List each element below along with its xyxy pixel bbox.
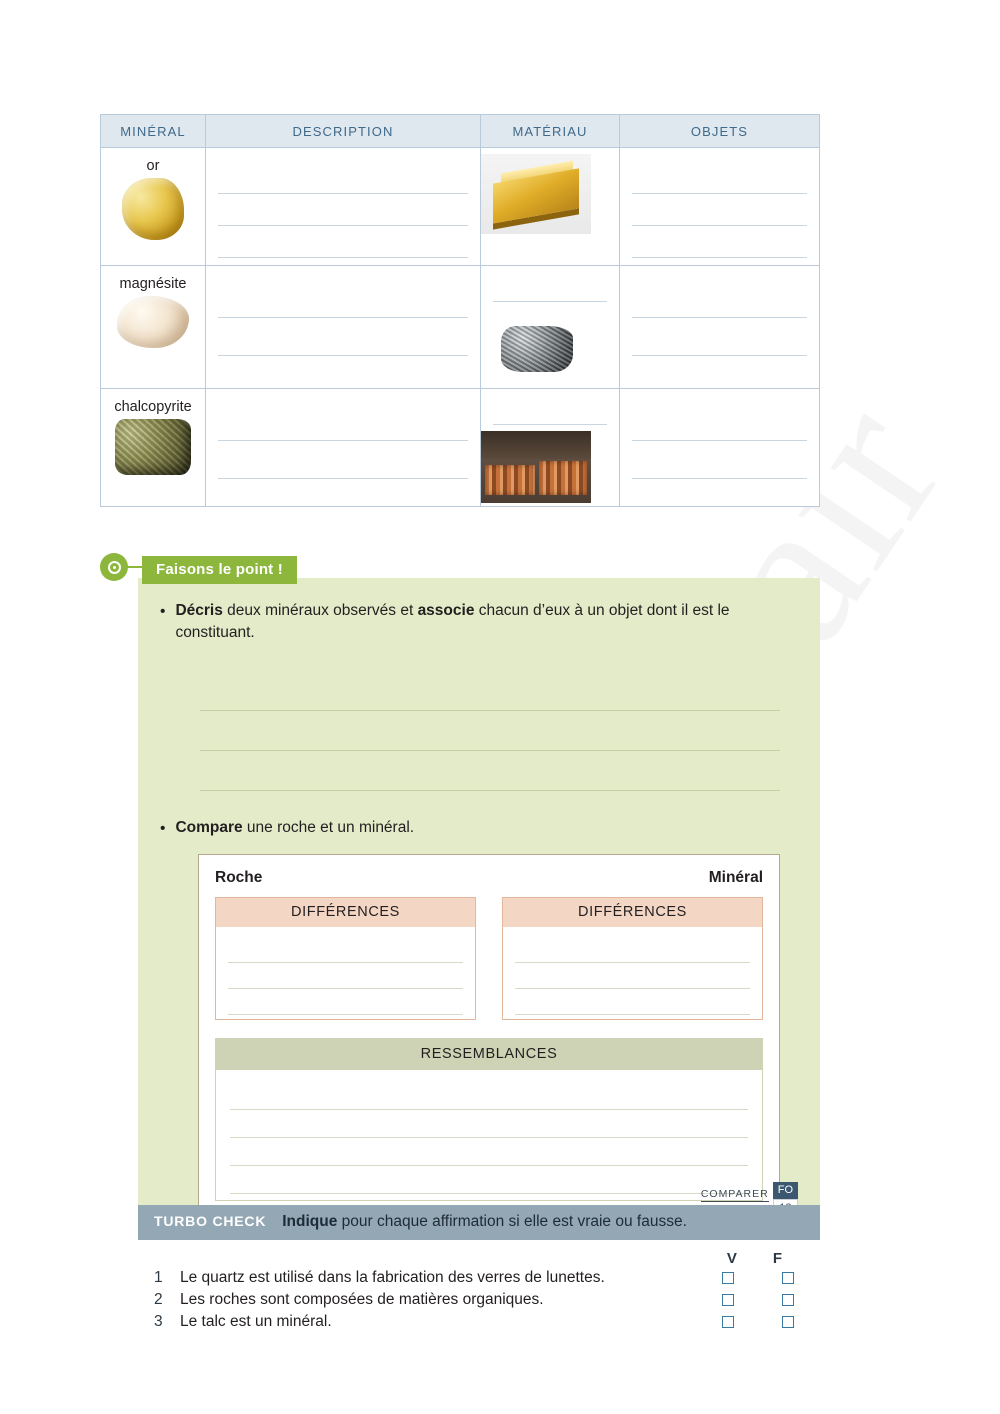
task-2 xyxy=(160,817,798,840)
column-header-objects: OBJETS xyxy=(620,115,820,148)
magnesium-ore-photo xyxy=(481,308,619,388)
checkbox-false[interactable] xyxy=(782,1316,794,1328)
column-header-false: F xyxy=(772,1250,782,1267)
column-header-description: DESCRIPTION xyxy=(206,115,481,148)
description-answer-cell[interactable] xyxy=(206,148,481,266)
task-2-text xyxy=(175,817,414,840)
ore-lump xyxy=(501,326,573,372)
task-2-verb: Compare xyxy=(175,818,243,836)
column-header-true: V xyxy=(726,1250,737,1267)
gold-ingot-photo xyxy=(481,154,619,234)
answer-line[interactable] xyxy=(200,751,780,791)
checkbox-true[interactable] xyxy=(722,1294,734,1306)
answer-line[interactable] xyxy=(230,1110,748,1138)
resemblances-section xyxy=(215,1038,763,1201)
answer-line[interactable] xyxy=(218,318,468,356)
answer-line[interactable] xyxy=(230,1166,748,1194)
item-statement: Le talc est un minéral. xyxy=(180,1313,332,1330)
description-answer-cell[interactable] xyxy=(206,266,481,389)
compare-right-title: Minéral xyxy=(708,869,763,887)
checkbox-true[interactable] xyxy=(722,1272,734,1284)
answer-line[interactable] xyxy=(218,441,468,479)
turbo-check-tag: TURBO CHECK xyxy=(154,1213,267,1229)
answer-line[interactable] xyxy=(218,403,468,441)
answer-line[interactable] xyxy=(493,393,607,425)
answer-line[interactable] xyxy=(632,403,807,441)
mineral-cell-or xyxy=(101,148,206,266)
table-row xyxy=(101,148,820,266)
pipe-stack-left xyxy=(485,465,535,495)
objects-answer-cell[interactable] xyxy=(620,266,820,389)
item-number: 3 xyxy=(154,1313,163,1330)
turbo-check-header xyxy=(138,1205,820,1240)
task-2-rest: une roche et un minéral. xyxy=(242,818,415,836)
answer-line[interactable] xyxy=(218,280,468,318)
compare-left-title: Roche xyxy=(215,869,263,887)
turbo-check-item xyxy=(154,1289,804,1311)
answer-line[interactable] xyxy=(515,937,750,963)
material-cell-magnesium-ore xyxy=(481,266,620,389)
table-row xyxy=(101,266,820,389)
table-row xyxy=(101,389,820,507)
vf-column-headers xyxy=(154,1250,804,1267)
turbo-check-item xyxy=(154,1267,804,1289)
task-1-answer-area[interactable] xyxy=(200,671,780,791)
answer-line[interactable] xyxy=(200,711,780,751)
differences-header-left: DIFFÉRENCES xyxy=(216,898,475,927)
material-cell-copper-pipes xyxy=(481,389,620,507)
answer-line[interactable] xyxy=(515,963,750,989)
gold-nugget-photo xyxy=(122,178,184,240)
task-1-verb-2: associe xyxy=(417,602,475,619)
compare-box xyxy=(198,854,780,1218)
item-statement: Le quartz est utilisé dans la fabrication des verres de lunettes. xyxy=(180,1269,605,1286)
faisons-le-point-panel xyxy=(138,578,820,1244)
answer-line[interactable] xyxy=(228,963,463,989)
differences-answer-right[interactable] xyxy=(503,927,762,1019)
column-header-mineral: MINÉRAL xyxy=(101,115,206,148)
column-header-material: MATÉRIAU xyxy=(481,115,620,148)
turbo-check-instruction xyxy=(282,1213,687,1231)
answer-line[interactable] xyxy=(200,671,780,711)
answer-line[interactable] xyxy=(218,226,468,258)
section-title-faisons-le-point: Faisons le point ! xyxy=(142,556,297,584)
bullet-icon: • xyxy=(160,603,166,620)
mineral-name: magnésite xyxy=(119,276,187,292)
answer-line[interactable] xyxy=(230,1138,748,1166)
table-header-row xyxy=(101,115,820,148)
chalcopyrite-sample-photo xyxy=(115,419,191,475)
compare-box-headings xyxy=(215,869,763,887)
target-icon-rings xyxy=(108,561,121,574)
copper-pipes-photo xyxy=(481,431,619,503)
checkbox-false[interactable] xyxy=(782,1294,794,1306)
target-icon xyxy=(100,553,128,581)
pipe-stack-right xyxy=(539,461,587,495)
resemblances-header: RESSEMBLANCES xyxy=(216,1039,762,1070)
resemblances-answer-area[interactable] xyxy=(216,1070,762,1200)
turbo-check-instruction-verb: Indique xyxy=(282,1213,338,1230)
item-number: 2 xyxy=(154,1291,163,1308)
checkbox-false[interactable] xyxy=(782,1272,794,1284)
turbo-check-item xyxy=(154,1311,804,1333)
answer-line[interactable] xyxy=(515,989,750,1015)
turbo-check-section xyxy=(138,1205,820,1347)
bullet-icon: • xyxy=(160,819,166,837)
item-number: 1 xyxy=(154,1269,163,1286)
task-1-text xyxy=(175,600,798,645)
answer-line[interactable] xyxy=(218,194,468,226)
objects-answer-cell[interactable] xyxy=(620,148,820,266)
answer-line[interactable] xyxy=(632,194,807,226)
checkbox-true[interactable] xyxy=(722,1316,734,1328)
answer-line[interactable] xyxy=(632,280,807,318)
differences-answer-left[interactable] xyxy=(216,927,475,1019)
magnesite-sample-photo xyxy=(117,296,189,348)
mineral-name: or xyxy=(146,158,160,174)
answer-line[interactable] xyxy=(493,270,607,302)
differences-header-right: DIFFÉRENCES xyxy=(503,898,762,927)
mineral-cell-chalcopyrite xyxy=(101,389,206,507)
answer-line[interactable] xyxy=(632,318,807,356)
answer-line[interactable] xyxy=(632,441,807,479)
competence-label: COMPARER xyxy=(700,1188,769,1201)
mineral-cell-magnesite xyxy=(101,266,206,389)
material-cell-gold-ingot xyxy=(481,148,620,266)
task-1-mid: deux minéraux observés et xyxy=(222,602,418,619)
mineral-name: chalcopyrite xyxy=(114,399,192,415)
differences-column-mineral xyxy=(502,897,763,1020)
turbo-check-body xyxy=(138,1240,820,1347)
task-1-verb-1: Décris xyxy=(175,602,223,619)
differences-column-roche xyxy=(215,897,476,1020)
pipes-background xyxy=(481,431,591,459)
answer-line[interactable] xyxy=(228,989,463,1015)
answer-line[interactable] xyxy=(218,162,468,194)
answer-line[interactable] xyxy=(228,937,463,963)
answer-line[interactable] xyxy=(632,162,807,194)
item-statement: Les roches sont composées de matières organiques. xyxy=(180,1291,544,1308)
objects-answer-cell[interactable] xyxy=(620,389,820,507)
turbo-check-instruction-rest: pour chaque affirmation si elle est vraie ou fausse. xyxy=(337,1213,687,1230)
task-1 xyxy=(160,600,798,645)
task-1-end: chacun d’eux à un objet dont il est le constituant. xyxy=(175,602,730,642)
differences-columns xyxy=(215,897,763,1020)
minerals-table xyxy=(100,114,820,507)
answer-line[interactable] xyxy=(632,226,807,258)
answer-line[interactable] xyxy=(230,1082,748,1110)
badge-fo: FO xyxy=(773,1182,798,1199)
description-answer-cell[interactable] xyxy=(206,389,481,507)
